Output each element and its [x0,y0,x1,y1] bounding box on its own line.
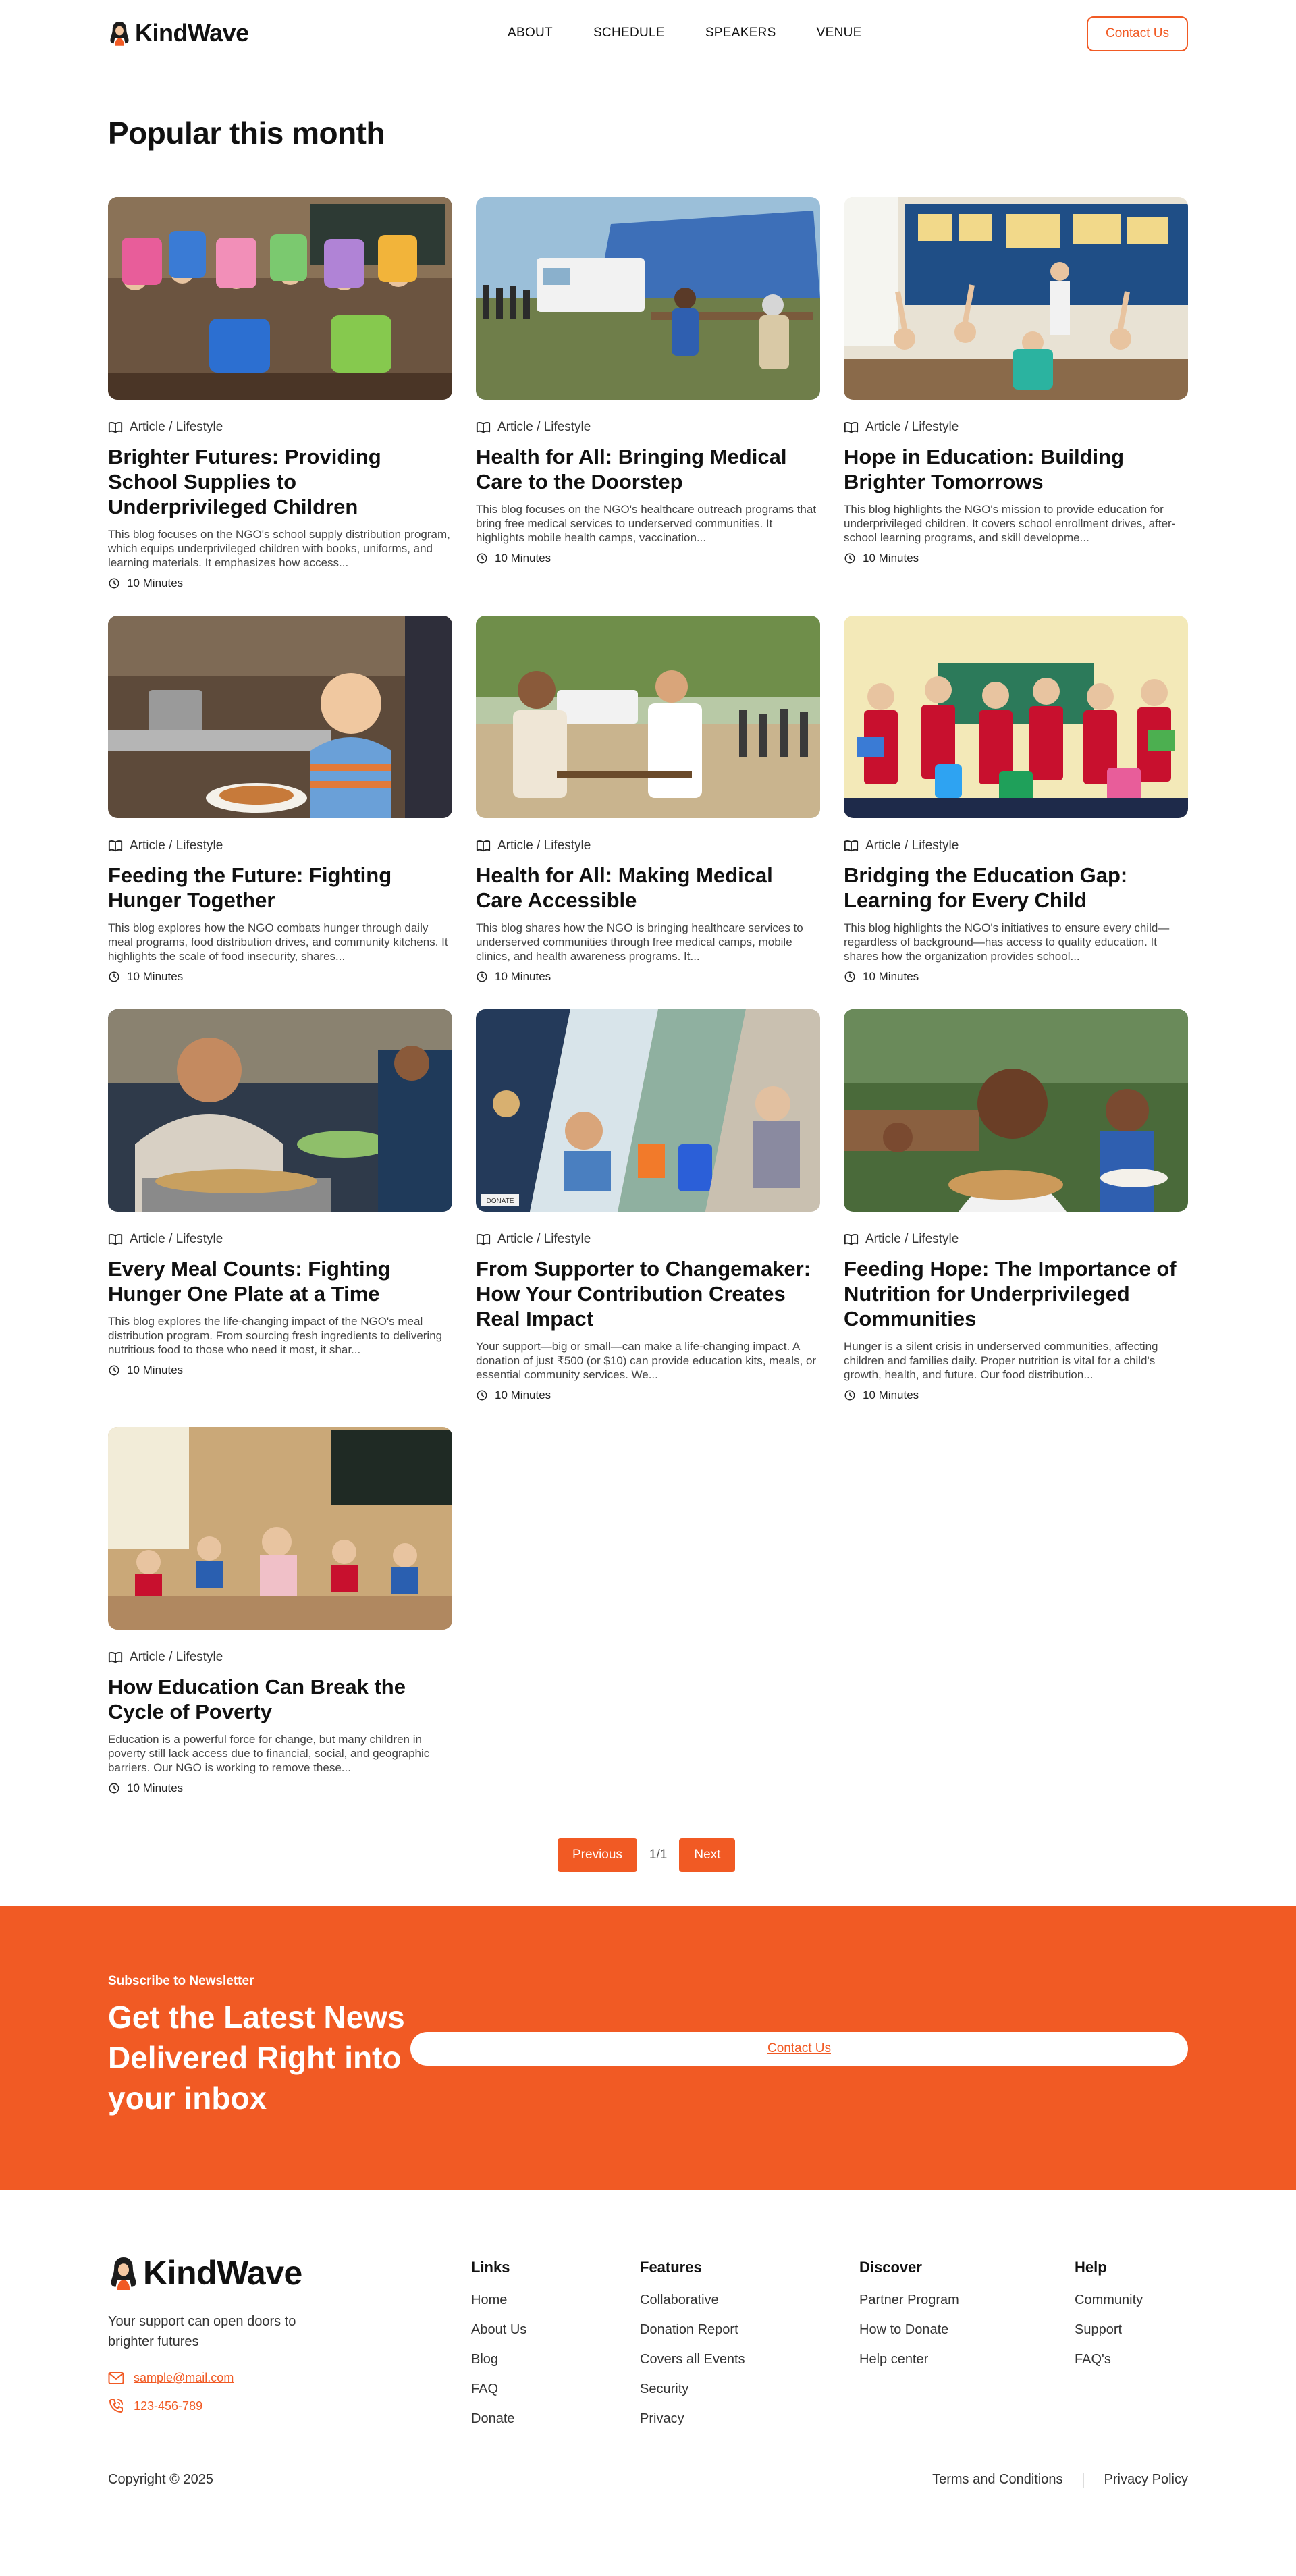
footer-logo[interactable] [108,2253,302,2292]
clock-icon [476,552,488,564]
footer-phone: 123-456-789 [134,2398,203,2413]
article-title[interactable]: Bridging the Education Gap: Learning for Every Child [844,863,1128,912]
article-description: This blog focuses on the NGO's school supply distribution program, which equips underprivileged children with books, uniforms, and learning materials. It emphasizes how access... [108,528,450,569]
clock-icon [108,577,120,589]
article-thumbnail[interactable] [844,197,1188,400]
footer-link-faqs[interactable]: FAQ's [1075,2352,1111,2367]
article-meta [844,838,1188,853]
read-time-label: 10 Minutes [127,970,184,983]
logo-icon [108,19,131,47]
copyright: Copyright © 2025 [108,2472,213,2487]
article-meta [844,1232,1188,1247]
article-category: Article / Lifestyle [130,420,223,434]
newsletter-kicker: Subscribe to Newsletter [108,1974,254,1988]
nav-speakers[interactable]: SPEAKERS [705,26,776,40]
read-time-label: 10 Minutes [127,1781,184,1794]
book-icon [108,420,123,435]
read-time [476,970,820,984]
newsletter-section [0,1906,1296,2190]
article-thumbnail[interactable] [476,616,820,818]
clock-icon [476,1389,488,1401]
article-thumbnail[interactable] [108,1009,452,1212]
footer-email-link[interactable] [108,2371,234,2385]
footer-link-faq[interactable]: FAQ [471,2382,499,2396]
article-meta [476,420,820,435]
footer-link-privacy[interactable]: Privacy [640,2411,684,2426]
footer-email: sample@mail.com [134,2371,234,2384]
article-title[interactable]: Hope in Education: Building Brighter Tomorrows [844,445,1125,493]
article-description: Education is a powerful force for change, but many children in poverty still lack access due to financial, social, and geographic barriers. Our NGO is working to remove these... [108,1733,430,1774]
footer-col-heading: Discover [859,2259,922,2276]
book-icon [844,1232,859,1247]
footer-col-discover [859,2259,959,2382]
article-category: Article / Lifestyle [865,420,959,434]
read-time [108,576,452,590]
previous-page-button[interactable]: Previous [558,1838,637,1872]
main-menu [508,26,862,41]
article-title[interactable]: Health for All: Making Medical Care Accessible [476,863,773,912]
clock-icon [844,1389,856,1401]
article-description: This blog highlights the NGO's initiatives to ensure every child—regardless of background—has access to quality education. It shares how the organization provides school... [844,921,1170,963]
top-nav [0,0,1296,68]
article-meta [108,1650,452,1665]
read-time [108,970,452,984]
footer-link-blog[interactable]: Blog [471,2352,499,2367]
clock-icon [844,552,856,564]
page-indicator: 1/1 [649,1848,668,1862]
brand-logo[interactable] [108,19,249,47]
legal-links [932,2472,1188,2488]
footer-link-home[interactable]: Home [471,2292,508,2307]
article-description: This blog explores the life-changing impact of the NGO's meal distribution program. From sourcing fresh ingredients to delivering nutritious food to those who need it most, it shar... [108,1315,443,1356]
article-title[interactable]: Feeding Hope: The Importance of Nutrition for Underprivileged Communities [844,1257,1177,1331]
article-title[interactable]: Brighter Futures: Providing School Supplies to Underprivileged Children [108,445,381,518]
read-time-label: 10 Minutes [495,1389,551,1401]
book-icon [476,1232,491,1247]
article-meta [476,838,820,853]
footer-link-security[interactable]: Security [640,2382,689,2396]
read-time-label: 10 Minutes [863,970,919,983]
newsletter-contact-button[interactable]: Contact Us [410,2032,1188,2066]
article-card[interactable] [108,197,452,590]
footer-tagline: Your support can open doors to brighter futures [108,2314,296,2349]
article-meta [844,420,1188,435]
article-thumbnail[interactable] [108,197,452,400]
article-description: Hunger is a silent crisis in underserved communities, affecting children and families daily. Proper nutrition is vital for a child's growth, health, and future. Our food distribution... [844,1340,1158,1381]
book-icon [108,838,123,853]
article-description: This blog focuses on the NGO's healthcare outreach programs that bring free medical services to underserved communities. It highlights mobile health camps, vaccination... [476,503,817,544]
clock-icon [108,1364,120,1376]
article-category: Article / Lifestyle [497,1232,591,1246]
article-category: Article / Lifestyle [497,420,591,434]
article-thumbnail[interactable] [844,616,1188,818]
article-card[interactable] [476,616,820,984]
article-thumbnail[interactable] [108,616,452,818]
footer-link-donate[interactable]: Donate [471,2411,515,2426]
article-title[interactable]: How Education Can Break the Cycle of Poverty [108,1675,406,1723]
book-icon [476,838,491,853]
article-category: Article / Lifestyle [865,1232,959,1246]
article-card[interactable] [844,1009,1188,1402]
newsletter-title: Get the Latest News Delivered Right into your inbox [108,2000,405,2116]
footer-link-collaborative[interactable]: Collaborative [640,2292,719,2307]
article-category: Article / Lifestyle [130,1650,223,1664]
article-card[interactable] [476,1009,820,1402]
read-time [844,1389,1188,1402]
nav-schedule[interactable]: SCHEDULE [593,26,665,40]
book-icon [476,420,491,435]
read-time [108,1364,452,1377]
footer-link-donation-report[interactable]: Donation Report [640,2322,738,2337]
footer-col-help [1075,2259,1143,2382]
article-meta [108,420,452,435]
footer-link-support[interactable]: Support [1075,2322,1123,2337]
contact-us-button[interactable]: Contact Us [1087,16,1188,51]
privacy-policy-link[interactable]: Privacy Policy [1104,2472,1188,2487]
clock-icon [844,971,856,983]
next-page-button[interactable]: Next [679,1838,735,1872]
article-thumbnail[interactable] [844,1009,1188,1212]
donate-image-label: DONATE [486,1198,514,1205]
article-description: Your support—big or small—can make a life-changing impact. A donation of just ₹500 (or $10) can provide education kits, meals, or essential community services. We... [476,1340,817,1381]
footer-link-help-center[interactable]: Help center [859,2352,929,2367]
article-card[interactable] [108,616,452,984]
read-time [844,970,1188,984]
footer-link-community[interactable]: Community [1075,2292,1143,2307]
read-time [476,552,820,565]
clock-icon [476,971,488,983]
pagination [558,1838,735,1872]
footer-col-links [471,2259,526,2441]
book-icon [108,1232,123,1247]
nav-about[interactable]: ABOUT [508,26,553,40]
article-thumbnail[interactable] [476,197,820,400]
read-time-label: 10 Minutes [495,970,551,983]
article-category: Article / Lifestyle [130,1232,223,1246]
read-time-label: 10 Minutes [127,576,184,589]
article-description: This blog shares how the NGO is bringing healthcare services to underserved communities through free medical camps, mobile clinics, and health awareness programs. It... [476,921,803,963]
book-icon [108,1650,123,1665]
clock-icon [108,971,120,983]
article-meta [108,1232,452,1247]
article-thumbnail[interactable] [108,1427,452,1630]
phone-icon [108,2398,124,2414]
article-title[interactable]: Feeding the Future: Fighting Hunger Together [108,863,392,912]
legal-separator [1083,2473,1084,2488]
footer-col-features [640,2259,745,2441]
read-time [476,1389,820,1402]
article-title[interactable]: From Supporter to Changemaker: How Your Contribution Creates Real Impact [476,1257,811,1331]
article-card[interactable] [108,1009,452,1377]
footer-phone-link[interactable] [108,2398,202,2414]
terms-link[interactable]: Terms and Conditions [932,2472,1063,2487]
article-category: Article / Lifestyle [865,838,959,853]
article-card[interactable] [108,1427,452,1795]
footer-link-partner[interactable]: Partner Program [859,2292,959,2307]
read-time [844,552,1188,565]
read-time-label: 10 Minutes [127,1364,184,1376]
article-meta [476,1232,820,1247]
read-time [108,1781,452,1795]
article-description: This blog highlights the NGO's mission to provide education for underprivileged children. It covers school enrollment drives, after-school learning programs, and skill developme... [844,503,1176,544]
section-title: Popular this month [108,115,385,151]
read-time-label: 10 Minutes [863,1389,919,1401]
mail-icon [108,2371,124,2385]
footer-brand-name: KindWave [143,2254,302,2292]
article-category: Article / Lifestyle [497,838,591,853]
clock-icon [108,1782,120,1794]
book-icon [844,420,859,435]
footer-col-heading: Links [471,2259,510,2276]
footer-col-heading: Features [640,2259,702,2276]
read-time-label: 10 Minutes [863,552,919,564]
footer-link-about[interactable]: About Us [471,2322,527,2337]
footer-link-how-to-donate[interactable]: How to Donate [859,2322,949,2337]
article-title[interactable]: Every Meal Counts: Fighting Hunger One Plate at a Time [108,1257,391,1306]
read-time-label: 10 Minutes [495,552,551,564]
book-icon [844,838,859,853]
article-card[interactable] [844,197,1188,565]
logo-icon [108,2254,139,2292]
article-category: Article / Lifestyle [130,838,223,853]
article-thumbnail[interactable] [476,1009,820,1212]
footer-link-events[interactable]: Covers all Events [640,2352,745,2367]
article-title[interactable]: Health for All: Bringing Medical Care to the Doorstep [476,445,787,493]
article-description: This blog explores how the NGO combats hunger through daily meal programs, food distribution drives, and community kitchens. It highlights the scale of food insecurity, shares... [108,921,448,963]
article-card[interactable] [844,616,1188,984]
footer-col-heading: Help [1075,2259,1107,2276]
article-card[interactable] [476,197,820,565]
nav-venue[interactable]: VENUE [816,26,862,40]
brand-name: KindWave [135,19,249,47]
article-meta [108,838,452,853]
